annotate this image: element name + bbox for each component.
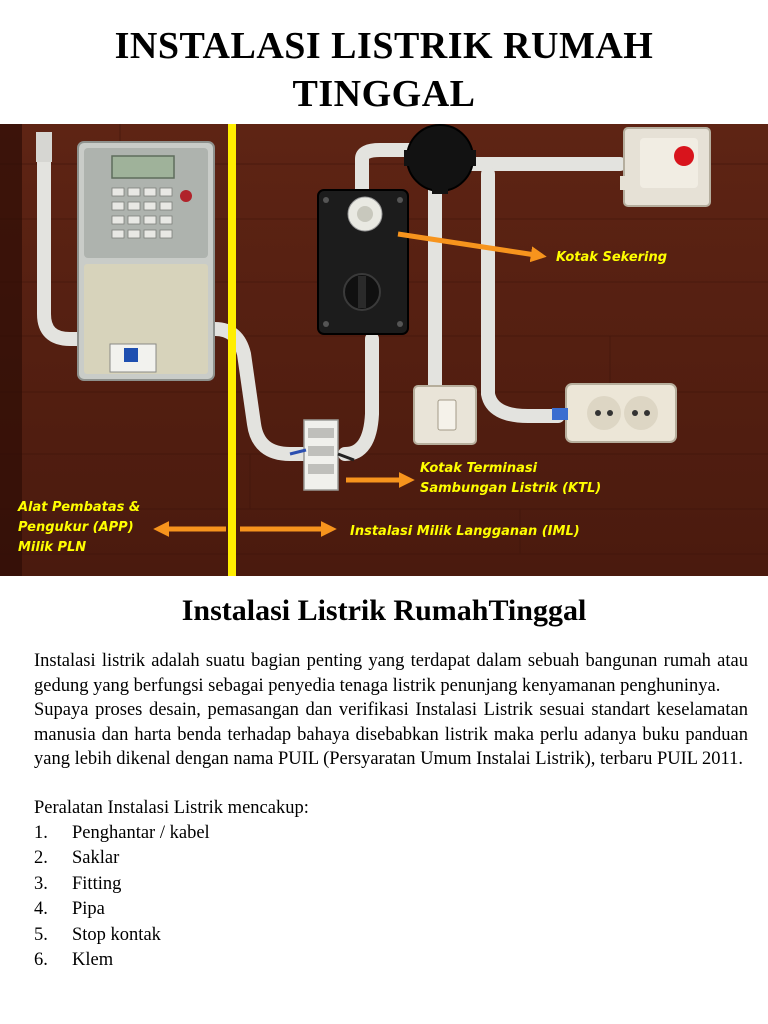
label-app-line1: Alat Pembatas & [18, 500, 141, 515]
list-item [34, 897, 748, 923]
list-item [34, 846, 748, 872]
list-item-text: Stop kontak [72, 924, 161, 945]
label-app-line3: Milik PLN [18, 540, 87, 555]
label-app-line2: Pengukur (APP) [18, 520, 134, 535]
paragraph-puil: Supaya proses desain, pemasangan dan verifikasi Instalasi Listrik sesuai standart keselamatan manusia dan harta benda terhadap bahaya disebabkan listrik maka perlu adanya buku panduan yang lebih dikenal dengan nama PUIL (Persyaratan Umum Instalai Listrik), terbaru PUIL 2011. [34, 700, 748, 769]
list-item-number: 6. [34, 950, 48, 971]
list-item-number: 2. [34, 848, 48, 869]
title-line-1: INSTALASI LISTRIK RUMAH [114, 25, 654, 67]
section-title: Instalasi Listrik RumahTinggal [181, 594, 587, 627]
list-item-number: 5. [34, 924, 48, 945]
list-item [34, 948, 748, 974]
spacer [34, 772, 748, 797]
lamp-fitting [620, 128, 710, 206]
paragraph-definition: Instalasi listrik adalah suatu bagian penting yang terdapat dalam sebuah bangunan rumah atau gedung yang berfungsi sebagai penyedia tenaga listrik penunjang kenyamanan penghuninya. [34, 651, 748, 696]
list-item-number: 1. [34, 822, 48, 843]
list-item-text: Saklar [72, 848, 120, 869]
list-item [34, 821, 748, 847]
list-item-text: Fitting [72, 873, 122, 894]
kwh-meter [78, 142, 214, 380]
installation-photo [0, 124, 768, 576]
label-iml: Instalasi Milik Langganan (IML) [350, 524, 580, 539]
label-kotak-sekering: Kotak Sekering [556, 250, 668, 265]
fuse-box [318, 190, 408, 334]
list-item [34, 923, 748, 949]
list-item-number: 4. [34, 899, 48, 920]
list-item-text: Pipa [72, 899, 105, 920]
double-socket [552, 384, 676, 442]
list-item-text: Penghantar / kabel [72, 822, 210, 843]
label-ktl-line1: Kotak Terminasi [420, 461, 538, 476]
installation-illustration [0, 124, 768, 576]
document-title [0, 22, 768, 118]
equipment-list [34, 821, 748, 975]
title-line-2: TINGGAL [292, 73, 476, 115]
list-item-text: Klem [72, 950, 114, 971]
pipe-coupler [36, 132, 52, 162]
list-item-number: 3. [34, 873, 48, 894]
divider-line [228, 124, 236, 576]
list-item [34, 872, 748, 898]
wall-switch [414, 386, 476, 444]
label-ktl-line2: Sambungan Listrik (KTL) [420, 481, 602, 496]
body-text [34, 649, 748, 974]
list-intro: Peralatan Instalasi Listrik mencakup: [34, 798, 309, 818]
